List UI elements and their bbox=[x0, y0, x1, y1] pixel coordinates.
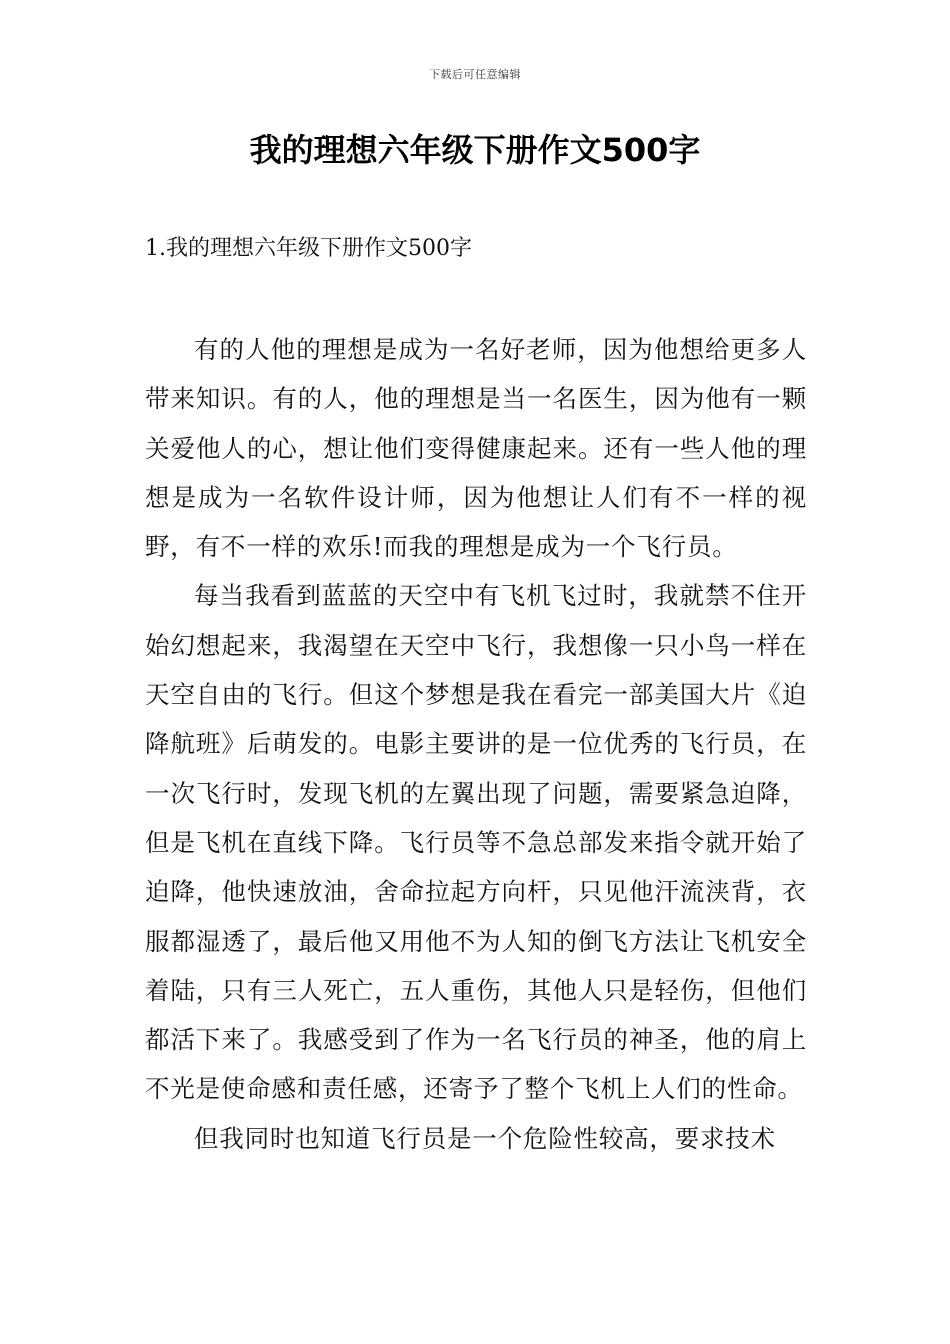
paragraph: 每当我看到蓝蓝的天空中有飞机飞过时，我就禁不住开始幻想起来，我渴望在天空中飞行，我想像一只小鸟一样在天空自由的飞行。但这个梦想是我在看完一部美国大片《迫降航班》后萌发的。电影主要讲的是一位优秀的飞行员，在一次飞行时，发现飞机的左翼出现了问题，需要紧急迫降，但是飞机在直线下降。飞行员等不急总部发来指令就开始了迫降，他快速放油，舍命拉起方向杆，只见他汗流浃背，衣服都湿透了，最后他又用他不为人知的倒飞方法让飞机安全着陆，只有三人死亡，五人重伤，其他人只是轻伤，但他们都活下来了。我感受到了作为一名飞行员的神圣，他的肩上不光是使命感和责任感，还寄予了整个飞机上人们的性命。 bbox=[145, 581, 807, 1104]
paragraph: 有的人他的理想是成为一名好老师，因为他想给更多人带来知识。有的人，他的理想是当一名医生，因为他有一颗关爱他人的心，想让他们变得健康起来。还有一些人他的理想是成为一名软件设计师，因为他想让人们有不一样的视野，有不一样的欢乐!而我的理想是成为一个飞行员。 bbox=[145, 335, 807, 562]
header-note: 下载后可任意编辑 bbox=[429, 68, 521, 81]
section-heading: 1.我的理想六年级下册作文500字 bbox=[145, 236, 472, 261]
paragraph: 但我同时也知道飞行员是一个危险性较高，要求技术 bbox=[194, 1123, 776, 1153]
essay-body bbox=[145, 325, 807, 1163]
document-title: 我的理想六年级下册作文500字 bbox=[249, 131, 701, 169]
